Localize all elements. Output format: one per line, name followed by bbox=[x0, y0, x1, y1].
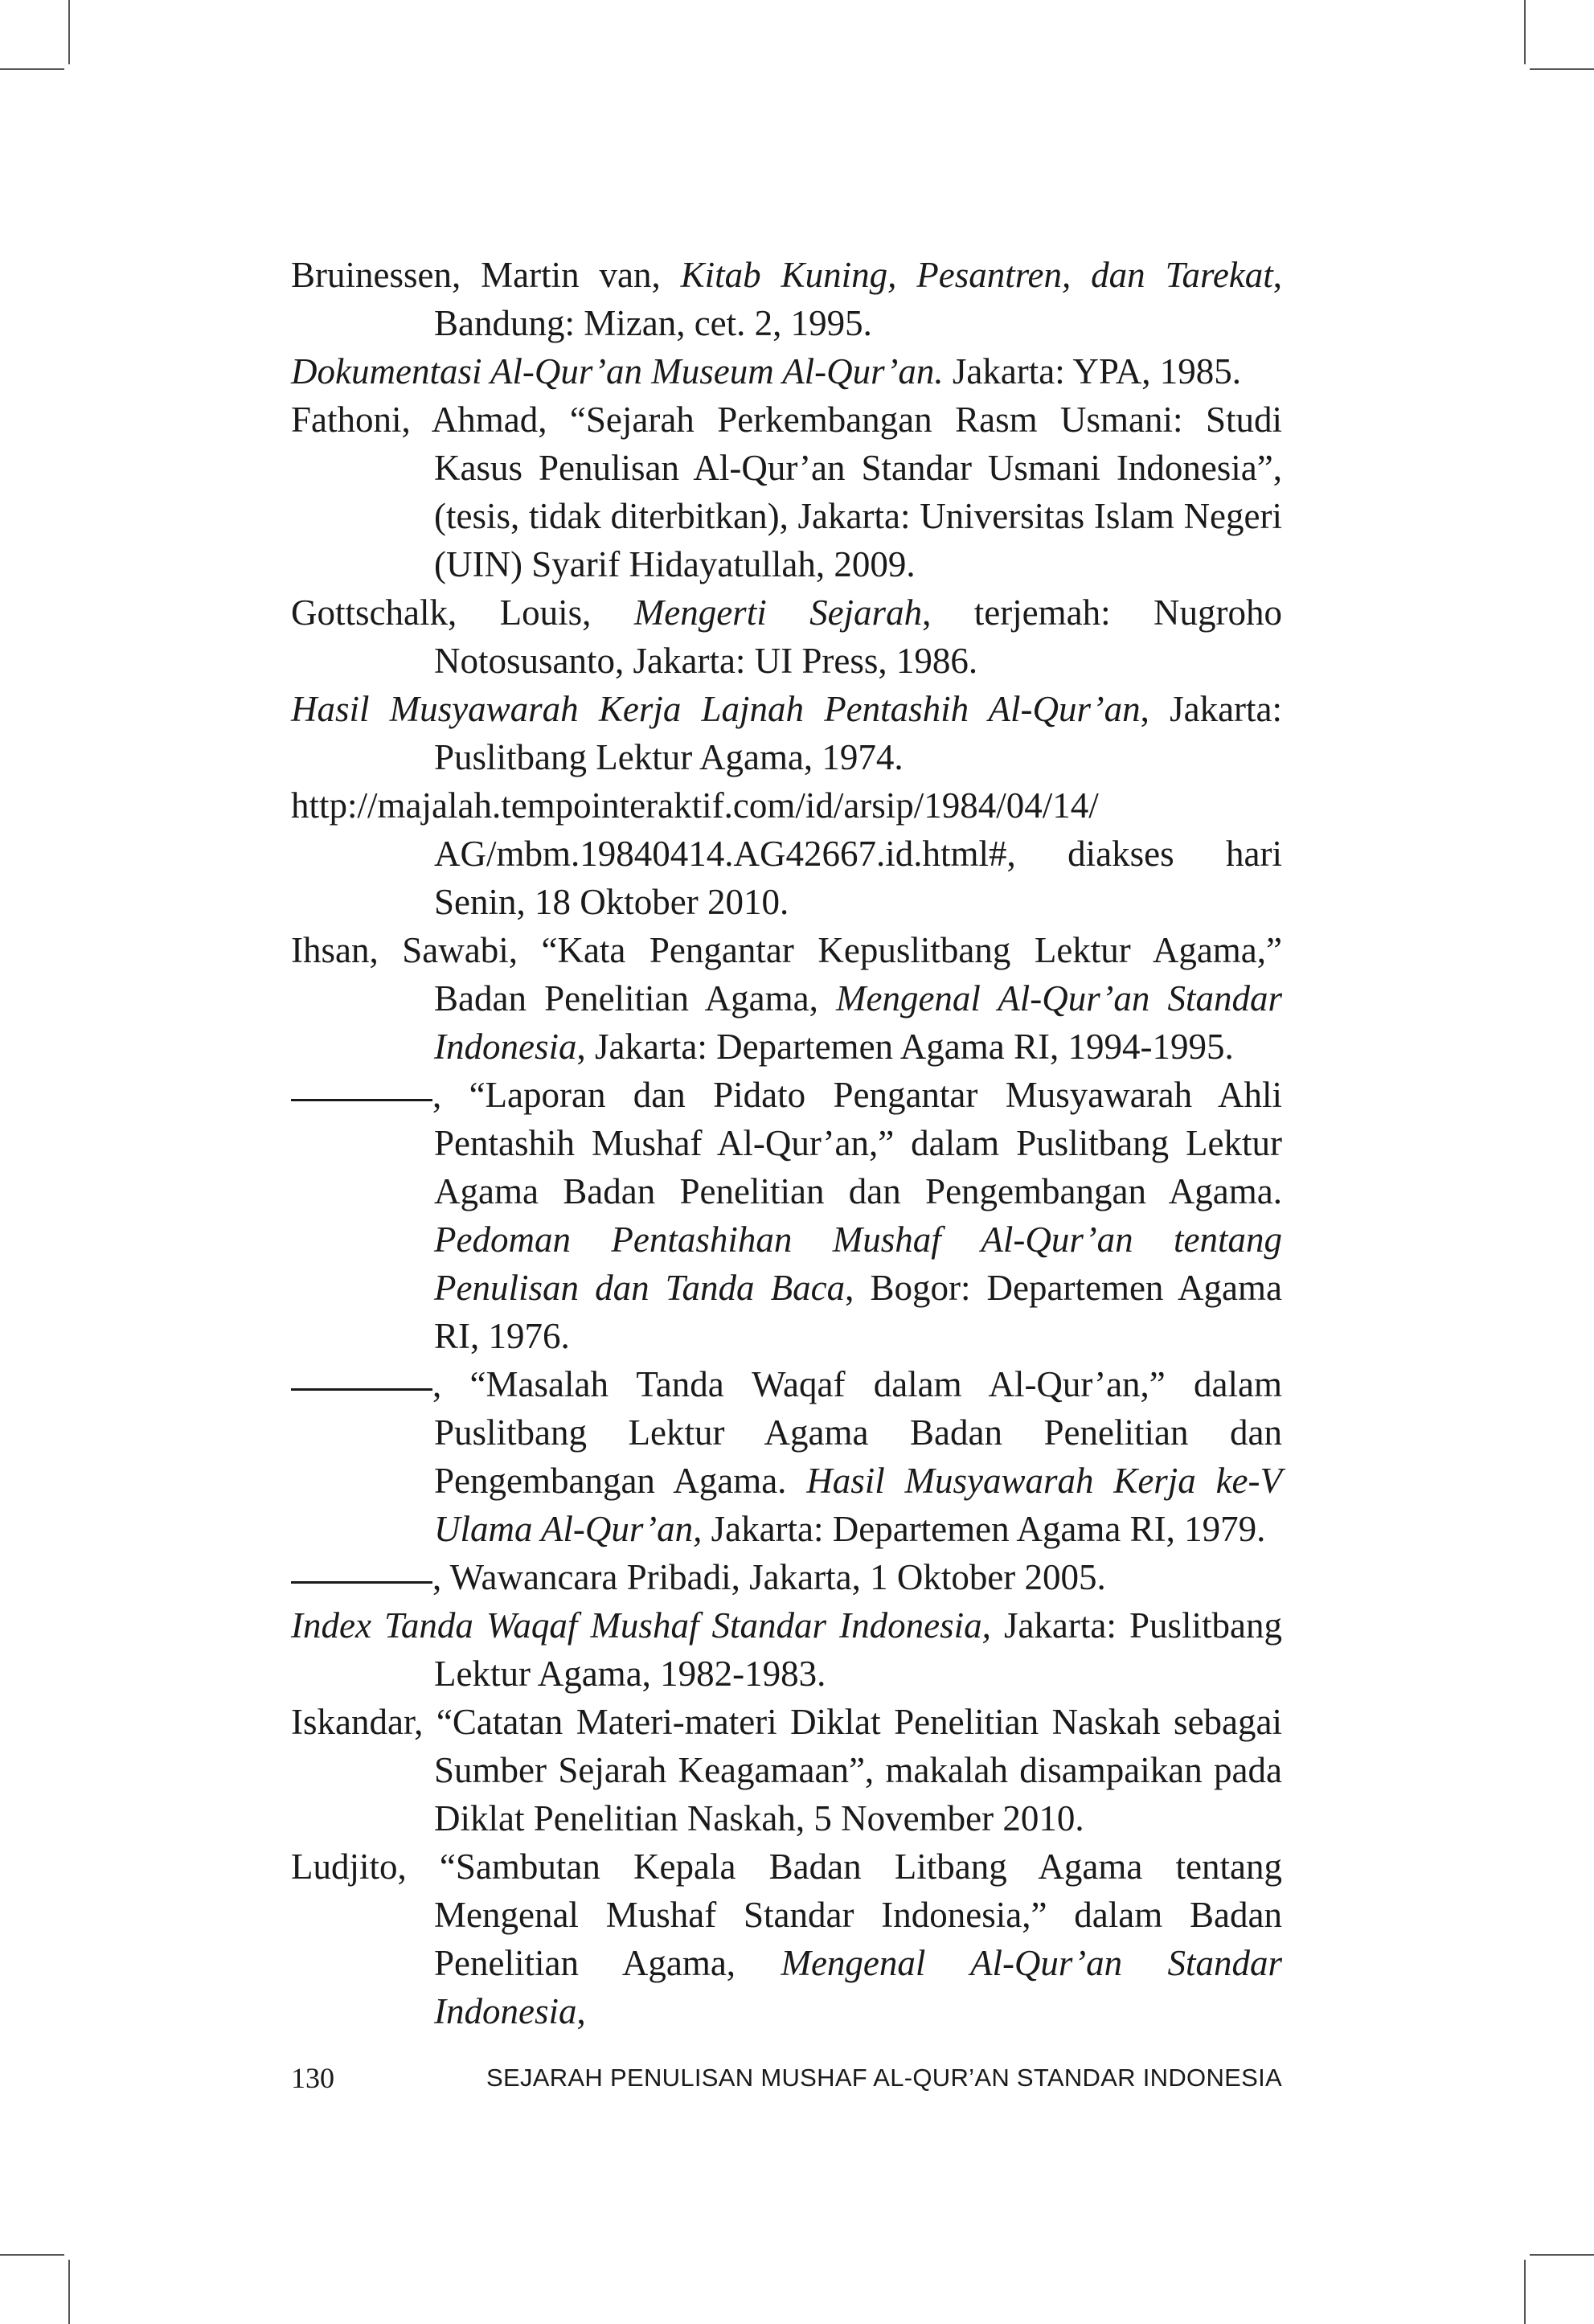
repeated-author-dash bbox=[291, 1099, 432, 1101]
entry-title-italic: Mengenal Al-Qur’an Standar Indonesia bbox=[434, 1943, 1283, 2031]
entry-title-italic: Kitab Kuning, Pesantren, dan Tarekat bbox=[680, 255, 1273, 295]
crop-mark-top-left-vertical bbox=[68, 0, 70, 64]
bibliography-entry bbox=[291, 251, 1282, 347]
crop-mark-top-right-horizontal bbox=[1530, 68, 1594, 70]
page-number: 130 bbox=[291, 2062, 334, 2094]
page-footer bbox=[291, 2058, 1282, 2098]
bibliography-list bbox=[291, 251, 1282, 2035]
bibliography-entry bbox=[291, 1071, 1282, 1360]
entry-text: Gottschalk, Louis, bbox=[291, 592, 634, 633]
entry-text: Jakarta: YPA, 1985. bbox=[943, 351, 1241, 391]
running-title: SEJARAH PENULISAN MUSHAF AL-QUR’AN STANDAR INDONESIA bbox=[486, 2064, 1282, 2092]
entry-title-italic: Index Tanda Waqaf Mushaf Standar Indonesia, bbox=[291, 1605, 991, 1646]
bibliography-entry bbox=[291, 1698, 1282, 1842]
entry-title-italic: Hasil Musyawarah Kerja Lajnah Pentashih Al-Qur’an bbox=[291, 689, 1141, 729]
entry-text: , bbox=[576, 1991, 586, 2031]
entry-title-italic: Mengenal Al-Qur’an Standar Indonesia bbox=[434, 978, 1282, 1067]
entry-text: Jakarta: Departemen Agama RI, 1979. bbox=[702, 1509, 1266, 1549]
bibliography-entry bbox=[291, 396, 1282, 588]
entry-text: , Bogor: Departemen Agama RI, 1976. bbox=[434, 1268, 1282, 1356]
entry-text: , terjemah: Nugroho Notosusanto, Jakarta: UI Press, 1986. bbox=[434, 592, 1283, 681]
entry-text: Jakarta: Puslitbang Lektur Agama, 1982-1983. bbox=[434, 1605, 1282, 1694]
entry-title-italic: Hasil Musyawarah Kerja ke-V Ulama Al-Qur’an, bbox=[434, 1461, 1283, 1549]
crop-mark-bottom-left-horizontal bbox=[0, 2254, 64, 2256]
entry-text: , Jakarta: Puslitbang Lektur Agama, 1974. bbox=[434, 689, 1283, 777]
bibliography-entry bbox=[291, 1601, 1282, 1698]
crop-mark-bottom-right-vertical bbox=[1524, 2260, 1526, 2324]
entry-title-italic: Pedoman Pentashihan Mushaf Al-Qur’an tentang Penulisan dan Tanda Baca bbox=[434, 1219, 1282, 1308]
crop-mark-bottom-left-vertical bbox=[68, 2260, 70, 2324]
entry-title-italic: Dokumentasi Al-Qur’an Museum Al-Qur’an. bbox=[291, 351, 944, 391]
entry-text: , Wawancara Pribadi, Jakarta, 1 Oktober 2005. bbox=[432, 1557, 1106, 1597]
entry-text: , Jakarta: Departemen Agama RI, 1994-1995. bbox=[576, 1027, 1234, 1067]
bibliography-entry bbox=[291, 1553, 1282, 1601]
entry-text: Bruinessen, Martin van, bbox=[291, 255, 681, 295]
bibliography-entry bbox=[291, 1360, 1282, 1553]
entry-title-italic: Mengerti Sejarah bbox=[633, 592, 923, 633]
bibliography-entry bbox=[291, 685, 1282, 781]
bibliography-entry bbox=[291, 1842, 1282, 2035]
entry-text: , “Laporan dan Pidato Pengantar Musyawarah Ahli Pentashih Mushaf Al-Qur’an,” dalam Puslitbang Lektur Agama Badan Penelitian dan Pengembangan Agama. bbox=[432, 1075, 1282, 1211]
repeated-author-dash bbox=[291, 1581, 432, 1584]
entry-text: , Bandung: Mizan, cet. 2, 1995. bbox=[434, 255, 1283, 343]
entry-text: , “Masalah Tanda Waqaf dalam Al-Qur’an,” dalam Puslitbang Lektur Agama Badan Penelitian dan Pengembangan Agama. bbox=[432, 1364, 1282, 1501]
crop-mark-bottom-right-horizontal bbox=[1530, 2254, 1594, 2256]
bibliography-entry bbox=[291, 588, 1282, 685]
entry-text: Fathoni, Ahmad, “Sejarah Perkembangan Rasm Usmani: Studi Kasus Penulisan Al-Qur’an Standar Usmani Indonesia”, (tesis, tidak diterbitkan), Jakarta: Universitas Islam Negeri (UIN) Syarif Hidayatullah, 2009. bbox=[291, 400, 1282, 584]
entry-text: Ihsan, Sawabi, “Kata Pengantar Kepuslitbang Lektur Agama,” Badan Penelitian Agama, bbox=[291, 930, 1282, 1019]
bibliography-entry bbox=[291, 347, 1282, 396]
entry-text: Iskandar, “Catatan Materi-materi Diklat Penelitian Naskah sebagai Sumber Sejarah Keagamaan”, makalah disampaikan pada Diklat Penelitian Naskah, 5 November 2010. bbox=[291, 1702, 1282, 1838]
entry-text: http://majalah.tempointeraktif.com/id/arsip/1984/04/14/ AG/mbm.19840414.AG42667.id.html#, diakses hari Senin, 18 Oktober 2010. bbox=[291, 785, 1282, 922]
repeated-author-dash bbox=[291, 1388, 432, 1391]
bibliography-entry bbox=[291, 781, 1282, 926]
bibliography-entry bbox=[291, 926, 1282, 1071]
entry-text: Ludjito, “Sambutan Kepala Badan Litbang Agama tentang Mengenal Mushaf Standar Indonesia,” dalam Badan Penelitian Agama, bbox=[291, 1846, 1282, 1983]
crop-mark-top-right-vertical bbox=[1524, 0, 1526, 64]
crop-mark-top-left-horizontal bbox=[0, 68, 64, 70]
